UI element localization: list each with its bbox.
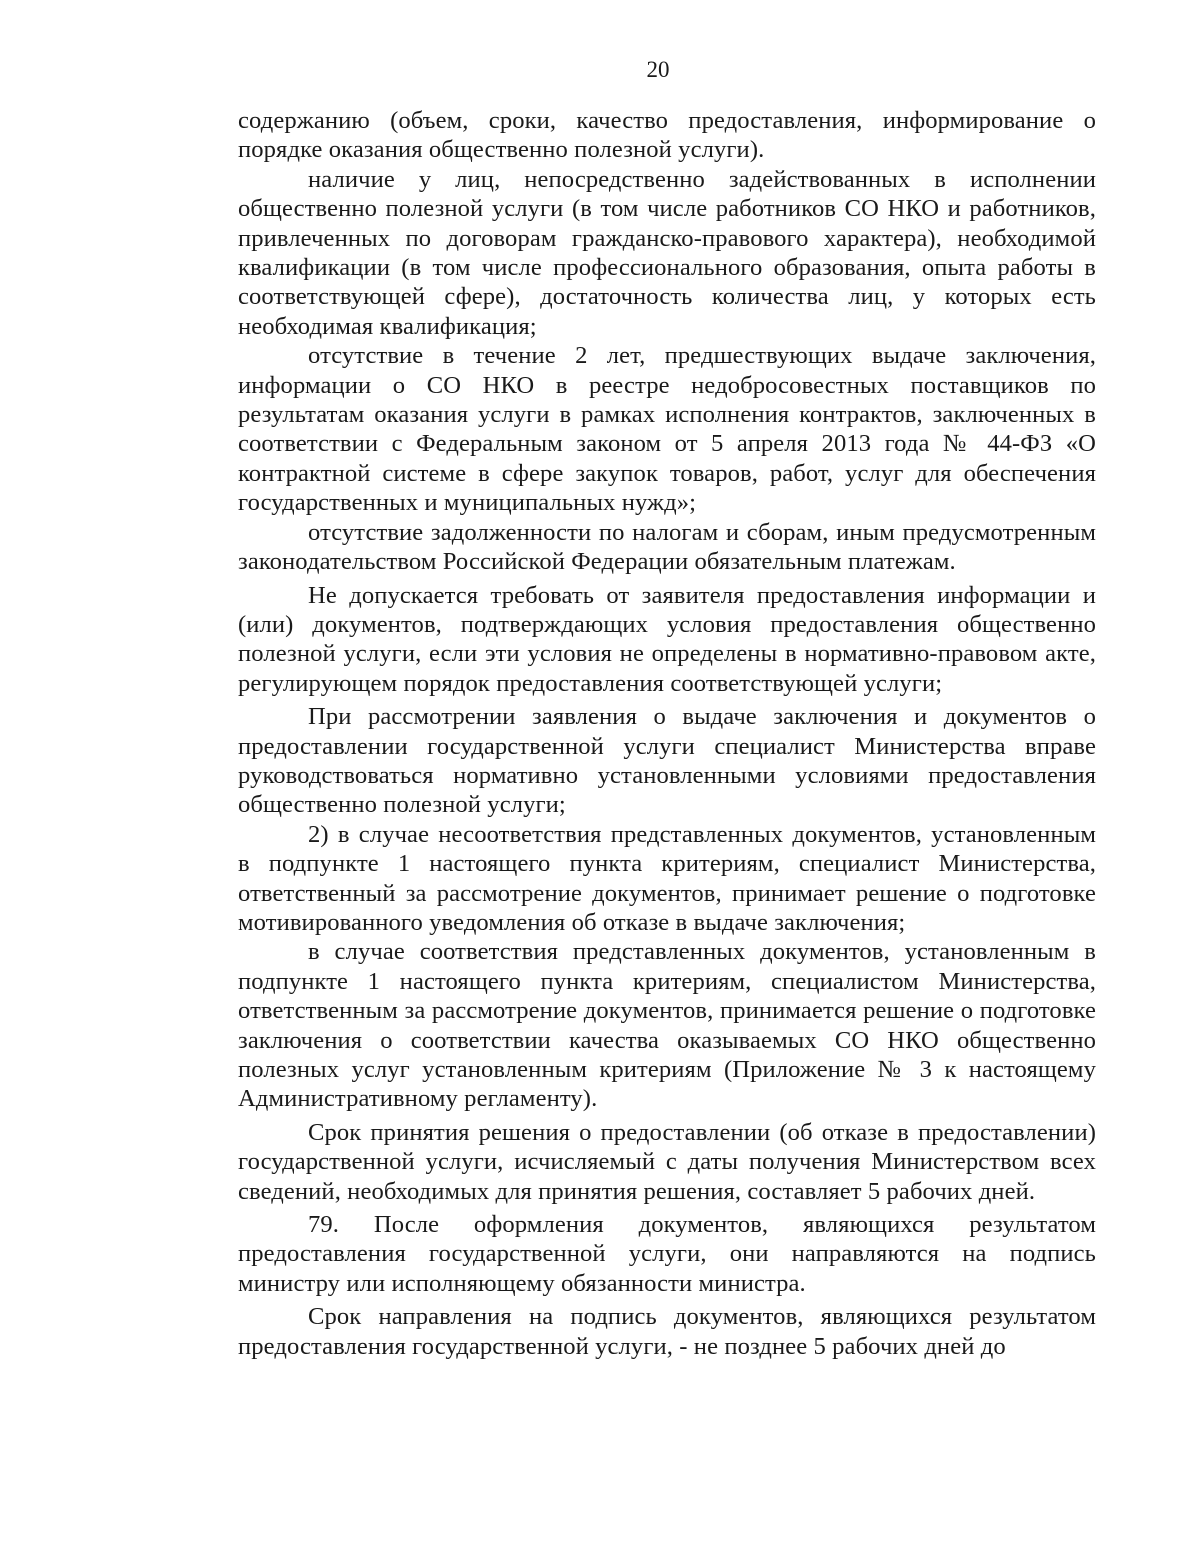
paragraph: наличие у лиц, непосредственно задействованных в исполнении общественно полезной услуги (в том числе работников СО НКО и работников, привлеченных по договорам гражданско-правового характера), необходимой квалификации (в том числе профессионального образования, опыта работы в соответствующей сфере), достаточность количества лиц, у которых есть необходимая квалификация; xyxy=(238,165,1096,340)
paragraph: Срок принятия решения о предоставлении (об отказе в предоставлении) государственной услуги, исчисляемый с даты получения Министерством всех сведений, необходимых для принятия решения, составляет 5 рабочих дней. xyxy=(238,1118,1096,1205)
paragraph: Не допускается требовать от заявителя предоставления информации и (или) документов, подтверждающих условия предоставления общественно полезной услуги, если эти условия не определены в нормативно-правовом акте, регулирующем порядок предоставления соответствующей услуги; xyxy=(238,581,1096,697)
page-number: 20 xyxy=(646,57,670,82)
paragraph: При рассмотрении заявления о выдаче заключения и документов о предоставлении государственной услуги специалист Министерства вправе руководствоваться нормативно установленными условиями предоставления общественно полезной услуги; xyxy=(238,703,1096,819)
paragraph: Срок направления на подпись документов, являющихся результатом предоставления государственной услуги, - не позднее 5 рабочих дней до xyxy=(238,1303,1096,1360)
paragraph: отсутствие в течение 2 лет, предшествующих выдаче заключения, информации о СО НКО в реестре недобросовестных поставщиков по результатам оказания услуги в рамках исполнения контрактов, заключенных в соответствии с Федеральным законом от 5 апреля 2013 года № 44-ФЗ «О контрактной системе в сфере закупок товаров, работ, услуг для обеспечения государственных и муниципальных нужд»; xyxy=(238,342,1096,517)
paragraph: содержанию (объем, сроки, качество предоставления, информирование о порядке оказания общественно полезной услуги). xyxy=(238,107,1096,164)
document-body xyxy=(238,106,1096,1361)
paragraph: отсутствие задолженности по налогам и сборам, иным предусмотренным законодательством Российской Федерации обязательным платежам. xyxy=(238,518,1096,576)
paragraph: в случае соответствия представленных документов, установленным в подпункте 1 настоящего пункта критериям, специалистом Министерства, ответственным за рассмотрение документов, принимается решение о подготовке заключения о соответствии качества оказываемых СО НКО общественно полезных услуг установленным критериям (Приложение № 3 к настоящему Административному регламенту). xyxy=(238,938,1096,1113)
paragraph: 79. После оформления документов, являющихся результатом предоставления государственной услуги, они направляются на подпись министру или исполняющему обязанности министра. xyxy=(238,1211,1096,1297)
paragraph: 2) в случае несоответствия представленных документов, установленным в подпункте 1 настоящего пункта критериям, специалист Министерства, ответственный за рассмотрение документов, принимает решение о подготовке мотивированного уведомления об отказе в выдаче заключения; xyxy=(238,820,1096,936)
